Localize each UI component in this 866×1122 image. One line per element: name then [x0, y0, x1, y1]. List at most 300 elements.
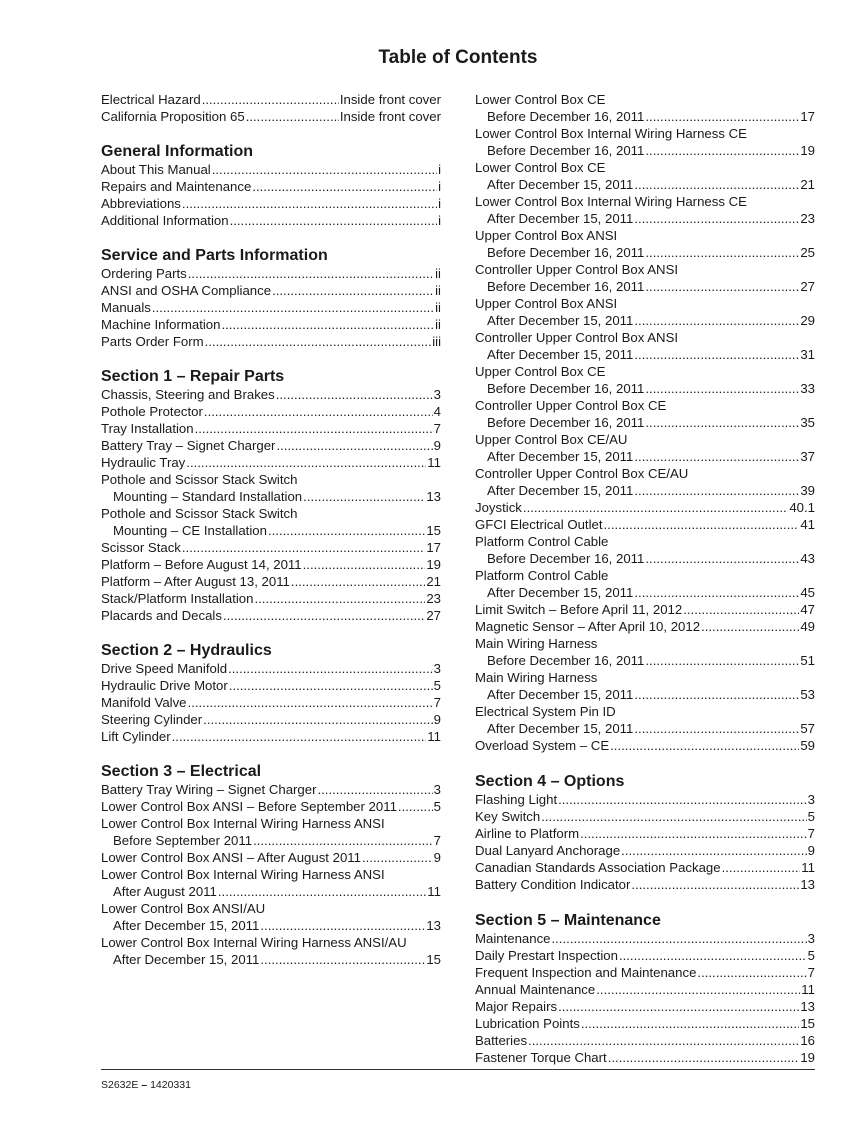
dot-leader [398, 798, 433, 815]
dot-leader [631, 876, 799, 893]
toc-entry-label: Parts Order Form [101, 334, 204, 349]
toc-entry-page: i [438, 179, 441, 194]
toc-entry-label: After December 15, 2011 [487, 347, 634, 362]
toc-entry [101, 556, 441, 573]
toc-entry-page: 40.1 [789, 500, 815, 515]
toc-entry-page: 31 [800, 347, 815, 362]
toc-group [101, 161, 441, 229]
dot-leader [645, 108, 799, 125]
toc-entry-label: Manuals [101, 300, 151, 315]
toc-entry [101, 832, 441, 849]
dot-leader [152, 299, 434, 316]
toc-entry-label: Before December 16, 2011 [487, 653, 645, 668]
toc-entry-label: Repairs and Maintenance [101, 179, 252, 194]
toc-entry-page: 29 [800, 313, 815, 328]
toc-entry [101, 316, 441, 333]
toc-entry [475, 176, 815, 193]
toc-entry-page: 5 [433, 799, 441, 814]
toc-entry-label: Battery Tray – Signet Charger [101, 438, 276, 453]
toc-entry-page: ii [435, 317, 441, 332]
toc-entry [475, 550, 815, 567]
toc-entry [101, 299, 441, 316]
toc-entry-label: After December 15, 2011 [487, 449, 634, 464]
dot-leader [634, 210, 799, 227]
dot-leader [260, 917, 425, 934]
toc-entry-page: 39 [800, 483, 815, 498]
dot-leader [645, 550, 799, 567]
toc-group [475, 930, 815, 1066]
toc-entry [101, 694, 441, 711]
footer-doc: S2632E [101, 1079, 139, 1091]
toc-entry [475, 414, 815, 431]
toc-entry-label: After December 15, 2011 [487, 687, 634, 702]
toc-entry [475, 947, 815, 964]
dot-leader [552, 930, 807, 947]
toc-entry-page: 43 [800, 551, 815, 566]
toc-entry-page: 3 [807, 792, 815, 807]
toc-entry-page: 35 [800, 415, 815, 430]
dot-leader [272, 282, 434, 299]
toc-entry [475, 808, 815, 825]
toc-entry-page: 11 [801, 982, 815, 997]
toc-entry [101, 883, 441, 900]
toc-entry-label: Mounting – CE Installation [113, 523, 267, 538]
toc-entry [475, 533, 815, 550]
toc-entry-label: Drive Speed Manifold [101, 661, 228, 676]
toc-entry [101, 573, 441, 590]
toc-entry [475, 1049, 815, 1066]
toc-entry-page: 5 [807, 948, 815, 963]
dot-leader [645, 278, 799, 295]
dot-leader [303, 556, 426, 573]
toc-entry-label: Dual Lanyard Anchorage [475, 843, 621, 858]
dot-leader [218, 883, 426, 900]
toc-group [101, 91, 441, 125]
footer-sep: – [141, 1079, 148, 1091]
toc-entry-page: 15 [800, 1016, 815, 1031]
dot-leader [634, 176, 799, 193]
toc-entry [101, 917, 441, 934]
footer [101, 1079, 191, 1091]
toc-entry [475, 482, 815, 499]
toc-entry [475, 516, 815, 533]
toc-entry-page: 3 [807, 931, 815, 946]
dot-leader [528, 1032, 799, 1049]
toc-entry [101, 265, 441, 282]
toc-entry-label: Upper Control Box CE [475, 364, 606, 379]
toc-entry-label: Before December 16, 2011 [487, 245, 645, 260]
toc-entry-label: Lower Control Box CE [475, 160, 606, 175]
toc-entry-page: 37 [800, 449, 815, 464]
dot-leader [172, 728, 427, 745]
dot-leader [645, 652, 799, 669]
dot-leader [645, 380, 799, 397]
toc-entry-label: Lower Control Box Internal Wiring Harness ANSI [101, 867, 385, 882]
toc-entry-label: Hydraulic Drive Motor [101, 678, 228, 693]
toc-entry-label: Lower Control Box Internal Wiring Harness CE [475, 194, 747, 209]
toc-entry-label: Annual Maintenance [475, 982, 596, 997]
toc-entry [475, 842, 815, 859]
toc-entry-label: Before December 16, 2011 [487, 143, 645, 158]
toc-entry-label: Limit Switch – Before April 11, 2012 [475, 602, 683, 617]
toc-entry-page: 4 [433, 404, 441, 419]
toc-entry-label: Lower Control Box ANSI – Before September 2011 [101, 799, 397, 814]
toc-entry-page: i [438, 196, 441, 211]
dot-leader [253, 832, 433, 849]
toc-entry-label: Pothole and Scissor Stack Switch [101, 472, 298, 487]
toc-entry [101, 282, 441, 299]
toc-entry-page: 25 [800, 245, 815, 260]
toc-entry-label: Airline to Platform [475, 826, 580, 841]
toc-entry [475, 930, 815, 947]
toc-entry-label: Battery Tray Wiring – Signet Charger [101, 782, 317, 797]
toc-entry-label: Stack/Platform Installation [101, 591, 254, 606]
toc-entry-label: After August 2011 [113, 884, 217, 899]
toc-entry-page: iii [432, 334, 441, 349]
toc-entry-label: Lower Control Box ANSI – After August 2011 [101, 850, 361, 865]
toc-entry-page: 49 [800, 619, 815, 634]
toc-entry [101, 711, 441, 728]
toc-entry-label: Pothole Protector [101, 404, 203, 419]
toc-entry-label: Tray Installation [101, 421, 194, 436]
toc-entry [475, 278, 815, 295]
toc-entry [475, 125, 815, 142]
toc-entry-label: Before September 2011 [113, 833, 253, 848]
toc-entry-label: After December 15, 2011 [487, 483, 634, 498]
toc-entry-label: Main Wiring Harness [475, 636, 598, 651]
toc-entry [101, 91, 441, 108]
toc-entry-page: 3 [433, 782, 441, 797]
dot-leader [722, 859, 801, 876]
footer-part: 1420331 [150, 1079, 191, 1091]
toc-entry [475, 295, 815, 312]
toc-entry-label: Flashing Light [475, 792, 558, 807]
dot-leader [634, 346, 799, 363]
toc-entry [475, 1032, 815, 1049]
toc-entry-label: Joystick [475, 500, 522, 515]
toc-entry-page: 53 [800, 687, 815, 702]
toc-entry-label: Ordering Parts [101, 266, 187, 281]
section-heading: General Information [101, 143, 254, 160]
toc-entry-label: Machine Information [101, 317, 221, 332]
toc-entry-label: Electrical System Pin ID [475, 704, 616, 719]
dot-leader [634, 482, 799, 499]
section-heading: Service and Parts Information [101, 247, 328, 264]
toc-entry-page: 7 [433, 695, 441, 710]
dot-leader [212, 161, 437, 178]
toc-entry-label: Before December 16, 2011 [487, 381, 645, 396]
toc-entry-label: Lower Control Box Internal Wiring Harness ANSI [101, 816, 385, 831]
toc-entry-label: After December 15, 2011 [487, 585, 634, 600]
toc-entry [475, 380, 815, 397]
toc-entry-page: 41 [800, 517, 815, 532]
section-heading: Section 3 – Electrical [101, 763, 262, 780]
toc-entry-label: Main Wiring Harness [475, 670, 598, 685]
toc-entry [475, 312, 815, 329]
toc-entry-label: Before December 16, 2011 [487, 109, 645, 124]
toc-entry-page: 16 [800, 1033, 815, 1048]
dot-leader [645, 142, 799, 159]
toc-entry [475, 618, 815, 635]
toc-entry-label: Upper Control Box ANSI [475, 296, 618, 311]
toc-entry-page: 19 [800, 1050, 815, 1065]
toc-entry [101, 522, 441, 539]
toc-entry-label: Lower Control Box ANSI/AU [101, 901, 266, 916]
dot-leader [362, 849, 433, 866]
toc-group [101, 660, 441, 745]
toc-entry [475, 686, 815, 703]
toc-entry-label: Controller Upper Control Box ANSI [475, 330, 679, 345]
toc-entry-page: 13 [426, 489, 441, 504]
toc-group [475, 91, 815, 754]
toc-entry-label: Fastener Torque Chart [475, 1050, 607, 1065]
dot-leader [303, 488, 425, 505]
toc-entry-label: Maintenance [475, 931, 551, 946]
toc-entry-page: 19 [426, 557, 441, 572]
dot-leader [260, 951, 425, 968]
toc-entry-page: 15 [426, 952, 441, 967]
toc-entry-page: 59 [800, 738, 815, 753]
dot-leader [230, 212, 438, 229]
toc-entry-label: Controller Upper Control Box CE [475, 398, 667, 413]
toc-entry [101, 815, 441, 832]
toc-entry [475, 737, 815, 754]
toc-entry-page: 13 [800, 999, 815, 1014]
dot-leader [580, 825, 807, 842]
toc-entry [101, 849, 441, 866]
dot-leader [205, 333, 432, 350]
toc-entry [475, 329, 815, 346]
toc-entry [101, 951, 441, 968]
dot-leader [188, 694, 433, 711]
section-heading: Section 1 – Repair Parts [101, 368, 285, 385]
toc-entry-label: Frequent Inspection and Maintenance [475, 965, 697, 980]
dot-leader [276, 386, 433, 403]
toc-entry [101, 781, 441, 798]
toc-entry [101, 539, 441, 556]
dot-leader [221, 316, 434, 333]
dot-leader [683, 601, 799, 618]
toc-entry [475, 244, 815, 261]
toc-entry-page: 17 [426, 540, 441, 555]
toc-entry [101, 108, 441, 125]
toc-entry [101, 900, 441, 917]
toc-entry-label: Lower Control Box CE [475, 92, 606, 107]
toc-entry-label: ANSI and OSHA Compliance [101, 283, 272, 298]
toc-entry [475, 193, 815, 210]
toc-entry-label: GFCI Electrical Outlet [475, 517, 603, 532]
toc-entry-page: 21 [426, 574, 441, 589]
toc-entry [101, 590, 441, 607]
toc-entry [475, 652, 815, 669]
dot-leader [223, 607, 425, 624]
toc-entry-page: 21 [800, 177, 815, 192]
dot-leader [701, 618, 799, 635]
toc-entry-page: ii [435, 283, 441, 298]
toc-entry [475, 142, 815, 159]
toc-entry-label: Lower Control Box Internal Wiring Harness ANSI/AU [101, 935, 407, 950]
toc-entry [475, 998, 815, 1015]
toc-entry-page: 19 [800, 143, 815, 158]
dot-leader [202, 91, 339, 108]
toc-entry [101, 437, 441, 454]
toc-entry [101, 471, 441, 488]
dot-leader [291, 573, 425, 590]
toc-entry-label: Lower Control Box Internal Wiring Harness CE [475, 126, 747, 141]
toc-entry-label: After December 15, 2011 [487, 177, 634, 192]
toc-entry-page: 11 [427, 884, 441, 899]
toc-entry [101, 386, 441, 403]
toc-entry-label: Upper Control Box CE/AU [475, 432, 628, 447]
toc-entry [475, 825, 815, 842]
toc-entry [475, 567, 815, 584]
dot-leader [604, 516, 800, 533]
toc-entry-page: 9 [433, 712, 441, 727]
toc-entry-label: Major Repairs [475, 999, 558, 1014]
dot-leader [523, 499, 788, 516]
dot-leader [203, 711, 433, 728]
dot-leader [634, 312, 799, 329]
toc-entry-label: Key Switch [475, 809, 541, 824]
toc-entry [475, 159, 815, 176]
dot-leader [634, 720, 799, 737]
toc-entry-label: About This Manual [101, 162, 211, 177]
toc-entry-page: Inside front cover [339, 109, 441, 124]
toc-entry-page: 5 [807, 809, 815, 824]
toc-entry-page: 15 [426, 523, 441, 538]
footer-divider [101, 1069, 815, 1070]
dot-leader [541, 808, 806, 825]
toc-entry [101, 178, 441, 195]
dot-leader [558, 998, 799, 1015]
toc-entry-label: Additional Information [101, 213, 229, 228]
toc-entry [101, 488, 441, 505]
toc-entry-label: Electrical Hazard [101, 92, 201, 107]
dot-leader [581, 1015, 799, 1032]
toc-entry-label: Steering Cylinder [101, 712, 203, 727]
toc-entry-label: After December 15, 2011 [113, 918, 260, 933]
toc-entry [475, 363, 815, 380]
dot-leader [228, 660, 433, 677]
toc-entry-page: Inside front cover [339, 92, 441, 107]
toc-entry [475, 261, 815, 278]
toc-entry [475, 431, 815, 448]
toc-entry [475, 876, 815, 893]
toc-entry-label: Daily Prestart Inspection [475, 948, 618, 963]
toc-entry-label: Batteries [475, 1033, 528, 1048]
dot-leader [188, 265, 434, 282]
toc-entry-label: Platform Control Cable [475, 568, 609, 583]
toc-group [101, 386, 441, 624]
section-heading: Section 5 – Maintenance [475, 912, 661, 929]
toc-entry-label: Controller Upper Control Box ANSI [475, 262, 679, 277]
dot-leader [254, 590, 425, 607]
toc-entry-label: Platform – Before August 14, 2011 [101, 557, 302, 572]
toc-entry-page: 57 [800, 721, 815, 736]
toc-entry [475, 448, 815, 465]
dot-leader [621, 842, 806, 859]
toc-entry-page: 11 [801, 860, 815, 875]
toc-entry-page: 51 [800, 653, 815, 668]
toc-entry-label: Placards and Decals [101, 608, 222, 623]
toc-entry-page: 7 [807, 965, 815, 980]
dot-leader [195, 420, 433, 437]
toc-entry-page: 27 [426, 608, 441, 623]
dot-leader [186, 454, 426, 471]
toc-entry [475, 981, 815, 998]
toc-entry-label: Mounting – Standard Installation [113, 489, 303, 504]
dot-leader [276, 437, 432, 454]
toc-entry-page: ii [435, 266, 441, 281]
dot-leader [596, 981, 800, 998]
toc-entry [101, 660, 441, 677]
toc-entry [101, 420, 441, 437]
toc-entry-label: Scissor Stack [101, 540, 181, 555]
toc-entry-page: 3 [433, 661, 441, 676]
dot-leader [204, 403, 433, 420]
toc-entry [475, 964, 815, 981]
dot-leader [229, 677, 433, 694]
toc-entry [475, 465, 815, 482]
dot-leader [697, 964, 806, 981]
toc-entry-page: 7 [433, 421, 441, 436]
toc-entry [101, 934, 441, 951]
toc-entry-label: Lift Cylinder [101, 729, 171, 744]
dot-leader [268, 522, 425, 539]
toc-entry [101, 677, 441, 694]
toc-entry-label: Chassis, Steering and Brakes [101, 387, 275, 402]
toc-entry [475, 397, 815, 414]
toc-entry-label: Controller Upper Control Box CE/AU [475, 466, 689, 481]
toc-entry [101, 607, 441, 624]
page-title: Table of Contents [378, 47, 538, 68]
dot-leader [252, 178, 437, 195]
toc-entry [475, 108, 815, 125]
toc-entry-page: 7 [807, 826, 815, 841]
toc-entry-label: Manifold Valve [101, 695, 187, 710]
toc-entry-page: 47 [800, 602, 815, 617]
toc-entry [101, 403, 441, 420]
toc-entry [101, 333, 441, 350]
toc-entry-page: i [438, 213, 441, 228]
dot-leader [317, 781, 432, 798]
section-heading: Section 4 – Options [475, 773, 625, 790]
toc-entry-page: 7 [433, 833, 441, 848]
toc-entry [101, 195, 441, 212]
toc-entry-label: After December 15, 2011 [113, 952, 260, 967]
toc-entry-label: Pothole and Scissor Stack Switch [101, 506, 298, 521]
toc-entry-label: Platform Control Cable [475, 534, 609, 549]
dot-leader [558, 791, 807, 808]
toc-entry-label: Canadian Standards Association Package [475, 860, 721, 875]
toc-entry-page: 11 [427, 729, 441, 744]
toc-left-column [101, 91, 441, 968]
toc-entry-label: Battery Condition Indicator [475, 877, 631, 892]
toc-entry-label: After December 15, 2011 [487, 721, 634, 736]
toc-entry [101, 212, 441, 229]
toc-entry [101, 454, 441, 471]
toc-entry [475, 859, 815, 876]
dot-leader [619, 947, 807, 964]
toc-entry-label: Before December 16, 2011 [487, 415, 645, 430]
toc-entry-label: Hydraulic Tray [101, 455, 186, 470]
toc-entry-page: 23 [426, 591, 441, 606]
toc-entry [475, 635, 815, 652]
toc-entry [475, 584, 815, 601]
toc-entry-page: 11 [427, 455, 441, 470]
toc-entry [101, 798, 441, 815]
toc-entry-label: After December 15, 2011 [487, 313, 634, 328]
